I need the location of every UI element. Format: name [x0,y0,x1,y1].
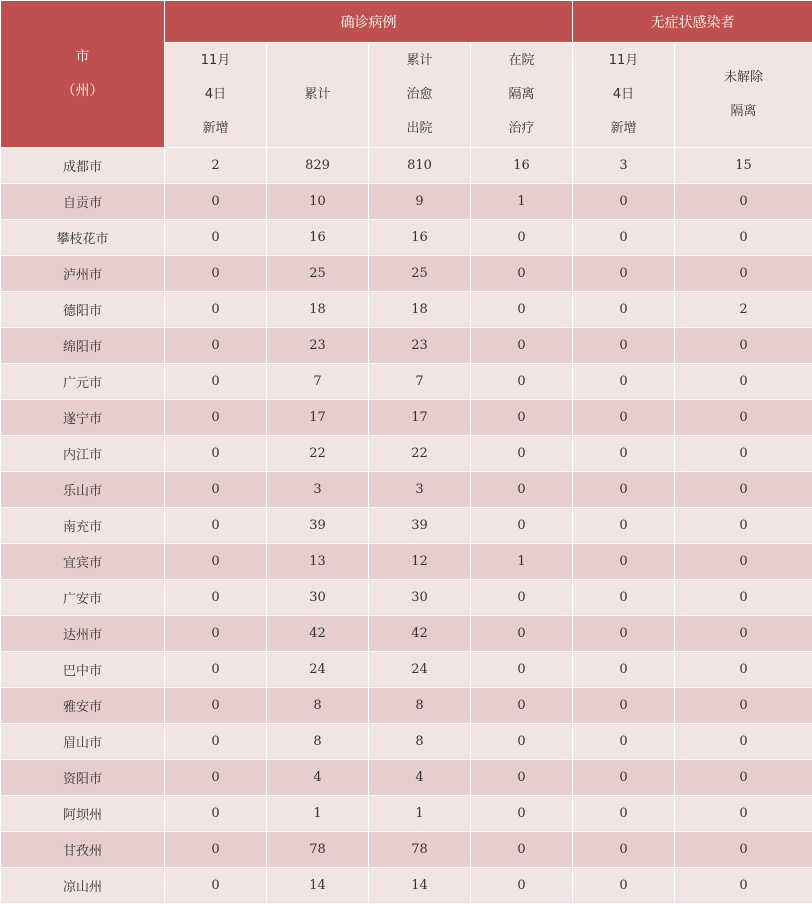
asymptomatic-isolation-cell: 0 [675,256,812,292]
confirmed-hospital-cell: 0 [471,724,573,760]
confirmed-total-cell: 1 [267,796,369,832]
asymptomatic-new-cell: 0 [573,616,675,652]
city-cell: 南充市 [1,508,165,544]
city-column-header [1,1,165,148]
asymptomatic-new-cell: 0 [573,328,675,364]
asymptomatic-new-cell: 0 [573,472,675,508]
confirmed-total-cell: 30 [267,580,369,616]
confirmed-new-header [165,43,267,148]
asymptomatic-isolation-cell: 0 [675,436,812,472]
asymptomatic-new-cell: 0 [573,796,675,832]
asymptomatic-isolation-cell: 0 [675,868,812,904]
city-cell: 乐山市 [1,472,165,508]
asymptomatic-new-cell: 0 [573,724,675,760]
confirmed-cured-cell: 810 [369,148,471,184]
city-cell: 凉山州 [1,868,165,904]
confirmed-cured-cell: 22 [369,436,471,472]
asymptomatic-isolation-cell: 0 [675,472,812,508]
table-row [1,580,812,616]
asymptomatic-new-cell: 0 [573,832,675,868]
confirmed-total-cell: 24 [267,652,369,688]
confirmed-total-cell: 7 [267,364,369,400]
confirmed-hospital-cell: 0 [471,256,573,292]
header-line: 4日 [573,78,674,112]
asymptomatic-isolation-cell: 0 [675,724,812,760]
asymptomatic-new-cell: 0 [573,868,675,904]
confirmed-new-cell: 0 [165,400,267,436]
table-row [1,220,812,256]
table-row [1,760,812,796]
table-row [1,508,812,544]
asymptomatic-isolation-cell: 0 [675,652,812,688]
confirmed-hospital-cell: 0 [471,364,573,400]
table-row [1,796,812,832]
confirmed-total-cell: 23 [267,328,369,364]
table-row [1,688,812,724]
asymptomatic-new-header [573,43,675,148]
city-cell: 达州市 [1,616,165,652]
asymptomatic-new-cell: 0 [573,760,675,796]
confirmed-new-cell: 0 [165,220,267,256]
confirmed-hospital-cell: 16 [471,148,573,184]
confirmed-total-cell: 39 [267,508,369,544]
confirmed-total-cell: 8 [267,688,369,724]
confirmed-hospital-cell: 0 [471,508,573,544]
confirmed-total-cell: 22 [267,436,369,472]
confirmed-hospital-cell: 0 [471,868,573,904]
confirmed-hospital-cell: 0 [471,220,573,256]
table-row [1,256,812,292]
asymptomatic-new-cell: 0 [573,256,675,292]
asymptomatic-new-cell: 0 [573,436,675,472]
asymptomatic-isolation-header [675,43,812,148]
header-line: 治疗 [471,112,572,146]
asymptomatic-isolation-cell: 0 [675,796,812,832]
asymptomatic-new-cell: 0 [573,508,675,544]
confirmed-total-cell: 78 [267,832,369,868]
table-row [1,184,812,220]
asymptomatic-isolation-cell: 0 [675,616,812,652]
confirmed-hospital-cell: 0 [471,580,573,616]
header-line: 11月 [165,44,266,78]
table-row [1,472,812,508]
header-line: 11月 [573,44,674,78]
confirmed-new-cell: 0 [165,436,267,472]
header-line: 隔离 [471,78,572,112]
asymptomatic-isolation-cell: 0 [675,688,812,724]
confirmed-cured-header [369,43,471,148]
confirmed-total-cell: 3 [267,472,369,508]
confirmed-new-cell: 0 [165,796,267,832]
confirmed-new-cell: 0 [165,652,267,688]
confirmed-total-cell: 4 [267,760,369,796]
asymptomatic-new-cell: 0 [573,580,675,616]
asymptomatic-new-cell: 0 [573,652,675,688]
table-row [1,436,812,472]
confirmed-cured-cell: 9 [369,184,471,220]
city-cell: 宜宾市 [1,544,165,580]
asymptomatic-new-cell: 0 [573,544,675,580]
asymptomatic-new-cell: 0 [573,220,675,256]
confirmed-total-cell: 13 [267,544,369,580]
confirmed-cured-cell: 3 [369,472,471,508]
confirmed-cured-cell: 17 [369,400,471,436]
city-header-line: （州） [1,74,164,108]
confirmed-cured-cell: 30 [369,580,471,616]
confirmed-new-cell: 0 [165,544,267,580]
table-row [1,832,812,868]
city-cell: 成都市 [1,148,165,184]
confirmed-cured-cell: 18 [369,292,471,328]
city-cell: 内江市 [1,436,165,472]
city-cell: 阿坝州 [1,796,165,832]
confirmed-cured-cell: 42 [369,616,471,652]
confirmed-hospital-cell: 0 [471,292,573,328]
confirmed-total-cell: 17 [267,400,369,436]
confirmed-group-header: 确诊病例 [165,1,573,43]
confirmed-total-cell: 10 [267,184,369,220]
confirmed-total-cell: 14 [267,868,369,904]
confirmed-hospital-cell: 0 [471,436,573,472]
asymptomatic-isolation-cell: 0 [675,220,812,256]
city-cell: 泸州市 [1,256,165,292]
confirmed-hospital-cell: 0 [471,796,573,832]
asymptomatic-group-header: 无症状感染者 [573,1,812,43]
city-cell: 遂宁市 [1,400,165,436]
table-row [1,328,812,364]
confirmed-new-cell: 0 [165,832,267,868]
city-cell: 广安市 [1,580,165,616]
header-line: 在院 [471,44,572,78]
confirmed-cured-cell: 8 [369,688,471,724]
city-cell: 雅安市 [1,688,165,724]
asymptomatic-isolation-cell: 0 [675,544,812,580]
city-cell: 巴中市 [1,652,165,688]
table-header [1,1,812,148]
confirmed-cured-cell: 12 [369,544,471,580]
confirmed-new-cell: 2 [165,148,267,184]
asymptomatic-new-cell: 0 [573,292,675,328]
asymptomatic-new-cell: 0 [573,688,675,724]
confirmed-new-cell: 0 [165,508,267,544]
header-line: 隔离 [675,95,812,129]
confirmed-total-cell: 829 [267,148,369,184]
asymptomatic-new-cell: 0 [573,184,675,220]
confirmed-cured-cell: 25 [369,256,471,292]
confirmed-total-cell: 18 [267,292,369,328]
table-row [1,544,812,580]
city-cell: 甘孜州 [1,832,165,868]
table-row [1,400,812,436]
table-row [1,616,812,652]
confirmed-hospital-cell: 0 [471,400,573,436]
asymptomatic-new-cell: 0 [573,364,675,400]
confirmed-hospital-cell: 0 [471,616,573,652]
header-line: 治愈 [369,78,470,112]
asymptomatic-isolation-cell: 0 [675,760,812,796]
asymptomatic-isolation-cell: 0 [675,508,812,544]
confirmed-total-cell: 25 [267,256,369,292]
header-line: 累计 [267,78,368,112]
city-cell: 眉山市 [1,724,165,760]
confirmed-new-cell: 0 [165,472,267,508]
confirmed-new-cell: 0 [165,616,267,652]
table-body [1,148,812,904]
confirmed-new-cell: 0 [165,184,267,220]
header-line: 累计 [369,44,470,78]
confirmed-hospital-cell: 0 [471,760,573,796]
city-cell: 自贡市 [1,184,165,220]
confirmed-cured-cell: 16 [369,220,471,256]
confirmed-cured-cell: 23 [369,328,471,364]
confirmed-total-cell: 16 [267,220,369,256]
city-cell: 广元市 [1,364,165,400]
confirmed-new-cell: 0 [165,292,267,328]
city-cell: 德阳市 [1,292,165,328]
confirmed-hospital-cell: 0 [471,688,573,724]
table-row [1,148,812,184]
confirmed-hospital-cell: 1 [471,544,573,580]
confirmed-new-cell: 0 [165,724,267,760]
confirmed-cured-cell: 24 [369,652,471,688]
header-line: 出院 [369,112,470,146]
confirmed-cured-cell: 39 [369,508,471,544]
table-row [1,652,812,688]
header-line: 未解除 [675,61,812,95]
confirmed-cured-cell: 8 [369,724,471,760]
confirmed-hospital-cell: 1 [471,184,573,220]
city-header-line: 市 [1,40,164,74]
asymptomatic-isolation-cell: 0 [675,400,812,436]
asymptomatic-isolation-cell: 0 [675,364,812,400]
confirmed-new-cell: 0 [165,580,267,616]
asymptomatic-isolation-cell: 0 [675,832,812,868]
table-row [1,364,812,400]
header-line: 新增 [573,112,674,146]
confirmed-cured-cell: 78 [369,832,471,868]
asymptomatic-new-cell: 0 [573,400,675,436]
asymptomatic-isolation-cell: 15 [675,148,812,184]
city-cell: 资阳市 [1,760,165,796]
confirmed-hospital-cell: 0 [471,832,573,868]
confirmed-total-cell: 8 [267,724,369,760]
confirmed-cured-cell: 1 [369,796,471,832]
table-row [1,724,812,760]
confirmed-new-cell: 0 [165,256,267,292]
confirmed-hospital-cell: 0 [471,652,573,688]
asymptomatic-isolation-cell: 0 [675,184,812,220]
table-row [1,292,812,328]
confirmed-cured-cell: 14 [369,868,471,904]
asymptomatic-isolation-cell: 0 [675,328,812,364]
asymptomatic-new-cell: 3 [573,148,675,184]
city-cell: 攀枝花市 [1,220,165,256]
confirmed-total-header [267,43,369,148]
city-cell: 绵阳市 [1,328,165,364]
confirmed-new-cell: 0 [165,364,267,400]
asymptomatic-isolation-cell: 2 [675,292,812,328]
header-line: 新增 [165,112,266,146]
confirmed-new-cell: 0 [165,328,267,364]
confirmed-hospital-cell: 0 [471,472,573,508]
confirmed-hospital-header [471,43,573,148]
confirmed-cured-cell: 4 [369,760,471,796]
confirmed-new-cell: 0 [165,868,267,904]
confirmed-new-cell: 0 [165,760,267,796]
table-row [1,868,812,904]
confirmed-cured-cell: 7 [369,364,471,400]
asymptomatic-isolation-cell: 0 [675,580,812,616]
confirmed-total-cell: 42 [267,616,369,652]
confirmed-new-cell: 0 [165,688,267,724]
confirmed-hospital-cell: 0 [471,328,573,364]
header-line: 4日 [165,78,266,112]
